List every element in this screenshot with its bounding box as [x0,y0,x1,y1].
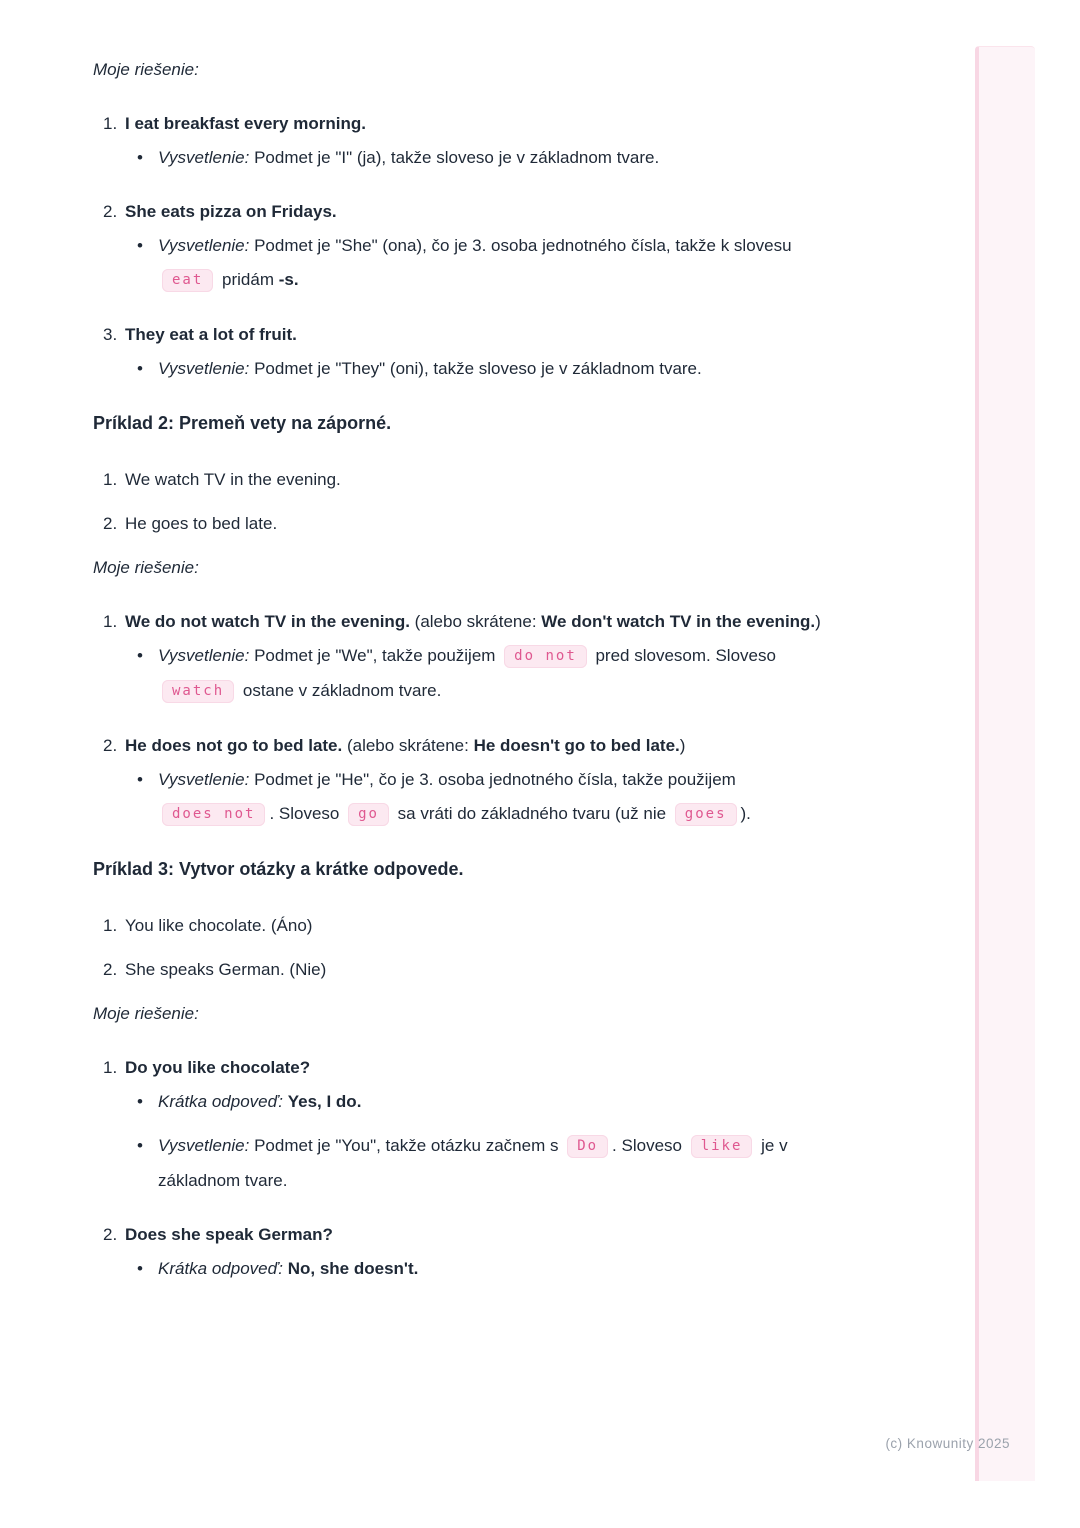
list-item [93,1218,831,1286]
bullet-text [158,639,831,709]
text-run: . Sloveso [269,804,345,823]
text-run: Moje riešenie: [93,60,199,79]
text-run: Krátka odpoveď: [158,1259,283,1278]
text-run: (alebo skrátene: [342,736,474,755]
text-run: We watch TV in the evening. [125,470,341,489]
list-item [93,909,831,943]
text-run: Does she speak German? [125,1225,333,1244]
list-item-number: 2. [103,736,118,755]
list-item-text [125,729,831,763]
bullet-item [125,1129,831,1198]
text-run: ostane v základnom tvare. [238,681,442,700]
list-item-text [125,605,831,639]
bullet-item [125,229,831,298]
text-run: Yes, I do. [287,1092,362,1111]
text-run: Vysvetlenie: [158,236,250,255]
text-run: He goes to bed late. [125,514,278,533]
list-item-body [125,1218,831,1286]
list-item-body [125,953,831,987]
list-item-body [125,195,831,298]
text-run: You like chocolate. (Áno) [125,916,313,935]
code-badge: eat [162,269,213,292]
text-run: We do not watch TV in the evening. [125,612,410,631]
bullet-marker: • [137,770,143,789]
list-item-text [125,953,831,987]
text-run: (alebo skrátene: [409,612,542,631]
list-item-number: 1. [103,470,118,489]
bullet-list [125,1085,831,1198]
list-item-text [125,909,831,943]
document-content [93,53,831,1306]
list-item-text [125,463,831,497]
code-badge: go [348,803,389,826]
list-item-body [125,107,831,175]
text-run: Vysvetlenie: [158,1136,250,1155]
text-run: Vysvetlenie: [158,770,250,789]
list-item-body [125,909,831,943]
text-run: pridám [217,270,279,289]
text-run: . Sloveso [612,1136,687,1155]
bullet-marker: • [137,236,143,255]
solution-label [93,551,831,585]
text-run: Vysvetlenie: [158,359,250,378]
list-item-number: 2. [103,514,118,533]
text-run: She speaks German. (Nie) [125,960,327,979]
list-item-text [125,195,831,229]
list-item-number: 3. [103,325,118,344]
section-heading [93,852,831,886]
list-item-number: 2. [103,202,118,221]
bullet-list [125,1252,831,1286]
text-run: Do you like chocolate? [125,1058,311,1077]
text-run: Podmet je "She" (ona), čo je 3. osoba jednotného čísla, takže k slovesu [249,236,792,255]
numbered-list [93,605,831,832]
solution-label [93,53,831,87]
text-run: Vysvetlenie: [158,148,250,167]
list-item [93,195,831,298]
list-item-text [125,1218,831,1252]
text-run: ). [740,804,751,823]
code-badge: watch [162,680,234,703]
bullet-text [158,352,831,386]
list-item-body [125,507,831,541]
text-run: ) [815,612,821,631]
bullet-marker: • [137,148,143,167]
code-badge: Do [567,1135,608,1158]
bullet-item [125,1252,831,1286]
bullet-text [158,763,831,832]
text-run: Vysvetlenie: [158,646,250,665]
numbered-list [93,909,831,987]
numbered-list [93,463,831,541]
list-item [93,318,831,386]
bullet-text [158,141,831,175]
list-item-text [125,107,831,141]
text-run: We don't watch TV in the evening. [541,612,816,631]
bullet-item [125,1085,831,1119]
text-run: Podmet je "They" (oni), takže sloveso je v základnom tvare. [249,359,702,378]
text-run: Moje riešenie: [93,558,199,577]
text-run: They eat a lot of fruit. [125,325,297,344]
bullet-list [125,229,831,298]
bullet-list [125,352,831,386]
text-run: I eat breakfast every morning. [125,114,366,133]
list-item-text [125,507,831,541]
list-item-body [125,605,831,709]
list-item-number: 1. [103,1058,118,1077]
text-run: -s. [278,270,299,289]
text-run: He does not go to bed late. [125,736,343,755]
text-run: pred slovesom. Sloveso [590,646,776,665]
text-run: Moje riešenie: [93,1004,199,1023]
copyright-text: (c) Knowunity 2025 [885,1436,1010,1451]
list-item [93,605,831,709]
bullet-item [125,352,831,386]
list-item-number: 1. [103,916,118,935]
bullet-text [158,1129,831,1198]
list-item [93,1051,831,1198]
text-run: No, she doesn't. [287,1259,419,1278]
text-run: ) [679,736,686,755]
list-item [93,507,831,541]
numbered-list [93,1051,831,1286]
list-item-body [125,318,831,386]
list-item [93,729,831,832]
text-run: He doesn't go to bed late. [473,736,680,755]
code-badge: goes [675,803,737,826]
text-run: je v základnom tvare. [158,1136,788,1190]
list-item-number: 2. [103,1225,118,1244]
text-run: Podmet je "He", čo je 3. osoba jednotného čísla, takže použijem [249,770,736,789]
text-run: Príklad 3: Vytvor otázky a krátke odpovede. [93,859,464,879]
bullet-list [125,141,831,175]
list-item-body [125,463,831,497]
bullet-item [125,763,831,832]
bullet-text [158,1252,831,1286]
text-run: Krátka odpoveď: [158,1092,283,1111]
list-item [93,463,831,497]
text-run: sa vráti do základného tvaru (už nie [392,804,671,823]
list-item-text [125,318,831,352]
list-item-body [125,1051,831,1198]
bullet-item [125,639,831,709]
bullet-text [158,229,831,298]
numbered-list [93,107,831,386]
list-item-number: 1. [103,612,118,631]
list-item [93,953,831,987]
bullet-marker: • [137,1136,143,1155]
code-badge: like [691,1135,753,1158]
bullet-marker: • [137,1259,143,1278]
bullet-text [158,1085,831,1119]
text-run: Príklad 2: Premeň vety na záporné. [93,413,392,433]
bullet-marker: • [137,646,143,665]
bullet-item [125,141,831,175]
bullet-list [125,763,831,832]
bullet-list [125,639,831,709]
text-run: She eats pizza on Fridays. [125,202,337,221]
bullet-marker: • [137,359,143,378]
text-run: Podmet je "You", takže otázku začnem s [249,1136,564,1155]
list-item-number: 2. [103,960,118,979]
solution-label [93,997,831,1031]
bullet-marker: • [137,1092,143,1111]
list-item-number: 1. [103,114,118,133]
list-item [93,107,831,175]
text-run: Podmet je "I" (ja), takže sloveso je v základnom tvare. [249,148,660,167]
list-item-text [125,1051,831,1085]
text-run: Podmet je "We", takže použijem [249,646,501,665]
code-badge: do not [504,645,587,668]
scrollbar-track[interactable] [975,46,1035,1481]
list-item-body [125,729,831,832]
code-badge: does not [162,803,265,826]
section-heading [93,406,831,440]
